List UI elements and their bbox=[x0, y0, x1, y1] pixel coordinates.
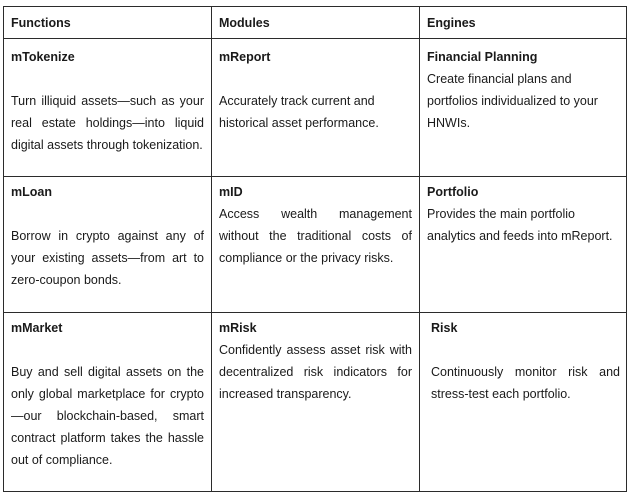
row-divider bbox=[4, 176, 626, 177]
header-modules: Modules bbox=[219, 15, 270, 30]
engine-name: Portfolio bbox=[427, 185, 479, 199]
row-divider bbox=[4, 312, 626, 313]
engine-name: Financial Planning bbox=[427, 50, 538, 64]
cell-engine-risk bbox=[420, 317, 627, 405]
engine-description: Continuously monitor risk and stress-test each portfolio. bbox=[431, 365, 620, 401]
header-engines: Engines bbox=[427, 15, 476, 30]
cell-module-mrisk bbox=[212, 317, 419, 405]
cell-module-mid bbox=[212, 181, 419, 269]
cell-function-mmarket bbox=[4, 317, 211, 471]
function-name: mLoan bbox=[11, 185, 52, 199]
function-description: Turn illiquid assets—such as your real estate holdings—into liquid digital assets through tokenization. bbox=[11, 94, 204, 152]
module-name: mReport bbox=[219, 50, 271, 64]
module-description: Confidently assess asset risk with decentralized risk indicators for increased transparency. bbox=[219, 343, 412, 401]
module-name: mID bbox=[219, 185, 243, 199]
cell-function-mtokenize bbox=[4, 46, 211, 156]
header-functions: Functions bbox=[11, 15, 71, 30]
engine-description: Provides the main portfolio analytics and feeds into mReport. bbox=[427, 207, 613, 243]
module-name: mRisk bbox=[219, 321, 257, 335]
function-name: mMarket bbox=[11, 321, 63, 335]
cell-engine-financial-planning bbox=[420, 46, 627, 134]
cell-engine-portfolio bbox=[420, 181, 627, 247]
cell-function-mloan bbox=[4, 181, 211, 291]
cell-module-mreport bbox=[212, 46, 419, 134]
function-description: Borrow in crypto against any of your existing assets—from art to zero-coupon bonds. bbox=[11, 229, 204, 287]
row-divider bbox=[4, 38, 626, 39]
module-description: Accurately track current and historical asset performance. bbox=[219, 94, 379, 130]
function-name: mTokenize bbox=[11, 50, 75, 64]
function-description: Buy and sell digital assets on the only global marketplace for crypto—our blockchain-based, smart contract platform takes the hassle out of compliance. bbox=[11, 365, 204, 467]
module-description: Access wealth management without the traditional costs of compliance or the privacy risks. bbox=[219, 207, 412, 265]
features-table bbox=[3, 6, 627, 492]
engine-name: Risk bbox=[431, 321, 458, 335]
engine-description: Create financial plans and portfolios individualized to your HNWIs. bbox=[427, 72, 598, 130]
